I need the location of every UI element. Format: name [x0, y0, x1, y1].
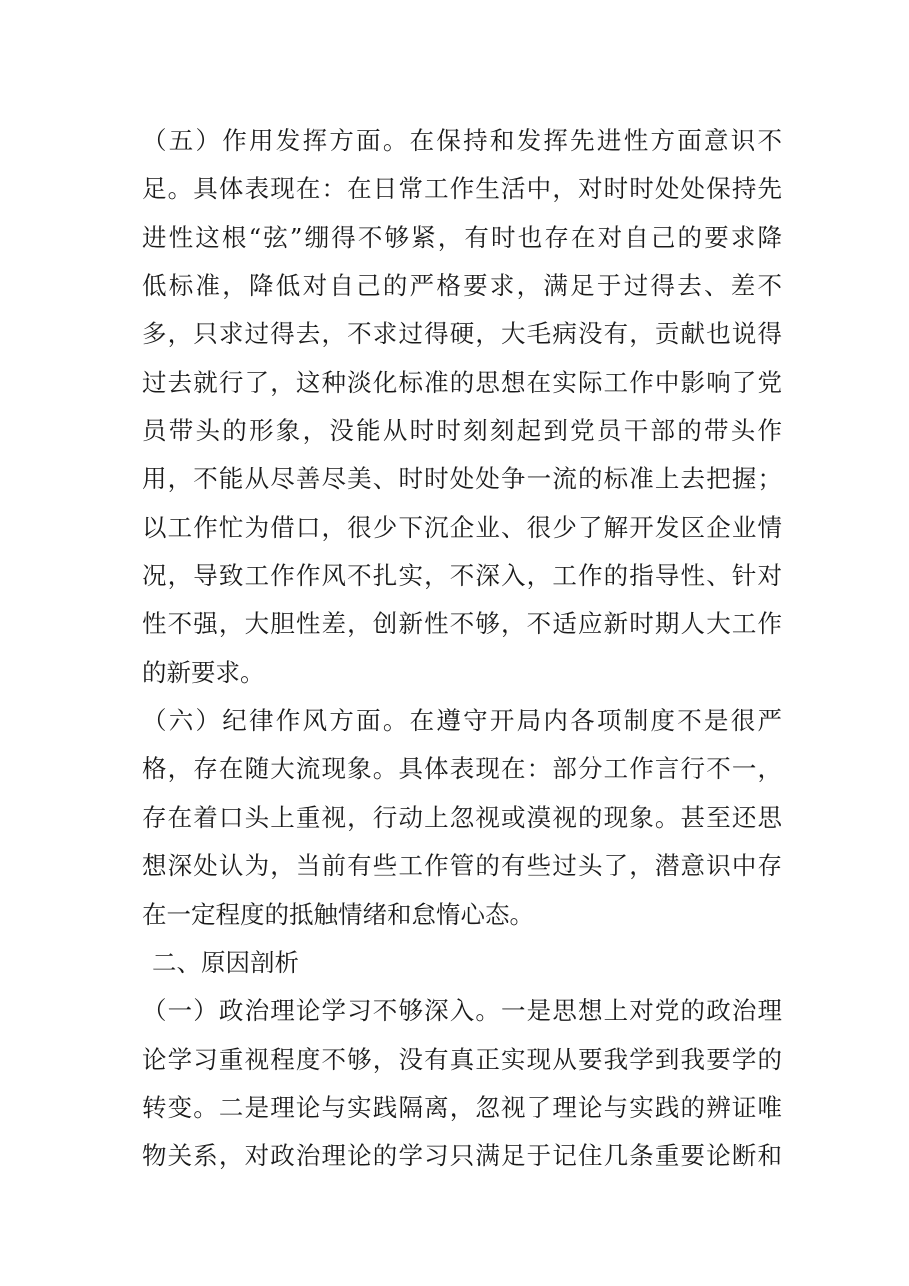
paragraph-line-13: （六）纪律作风方面。在遵守开局内各项制度不是很严 — [142, 706, 782, 736]
paragraph-line-8: 用，不能从尽善尽美、时时处处争一流的标准上去把握； — [142, 464, 782, 494]
section-heading: 二、原因剖析 — [152, 947, 299, 977]
paragraph-line-12: 的新要求。 — [142, 657, 265, 687]
paragraph-line-20: 论学习重视程度不够，没有真正实现从要我学到我要学的 — [142, 1044, 782, 1074]
paragraph-line-2: 足。具体表现在：在日常工作生活中，对时时处处保持先 — [142, 174, 782, 204]
paragraph-line-9: 以工作忙为借口，很少下沉企业、很少了解开发区企业情 — [142, 512, 782, 542]
paragraph-line-6: 过去就行了，这种淡化标准的思想在实际工作中影响了党 — [142, 367, 782, 397]
paragraph-line-22: 物关系，对政治理论的学习只满足于记住几条重要论断和 — [142, 1141, 782, 1171]
document-body — [142, 117, 782, 1181]
paragraph-line-11: 性不强，大胆性差，创新性不够，不适应新时期人大工作 — [142, 609, 782, 639]
paragraph-line-5: 多，只求过得去，不求过得硬，大毛病没有，贡献也说得 — [142, 319, 782, 349]
paragraph-line-14: 格，存在随大流现象。具体表现在：部分工作言行不一， — [142, 754, 782, 784]
paragraph-line-7: 员带头的形象，没能从时时刻刻起到党员干部的带头作 — [142, 416, 782, 446]
paragraph-line-17: 在一定程度的抵触情绪和怠惰心态。 — [142, 899, 534, 929]
paragraph-line-21: 转变。二是理论与实践隔离，忽视了理论与实践的辨证唯 — [142, 1092, 782, 1122]
paragraph-line-16: 想深处认为，当前有些工作管的有些过头了，潜意识中存 — [142, 851, 782, 881]
paragraph-line-10: 况，导致工作作风不扎实，不深入，工作的指导性、针对 — [142, 561, 782, 591]
paragraph-line-1: （五）作用发挥方面。在保持和发挥先进性方面意识不 — [142, 126, 782, 155]
paragraph-line-4: 低标准，降低对自己的严格要求，满足于过得去、差不 — [142, 271, 782, 301]
paragraph-line-3: 进性这根“弦”绷得不够紧，有时也存在对自己的要求降 — [142, 222, 782, 252]
paragraph-line-15: 存在着口头上重视，行动上忽视或漠视的现象。甚至还思 — [142, 802, 782, 832]
paragraph-line-19: （一）政治理论学习不够深入。一是思想上对党的政治理 — [142, 996, 782, 1026]
